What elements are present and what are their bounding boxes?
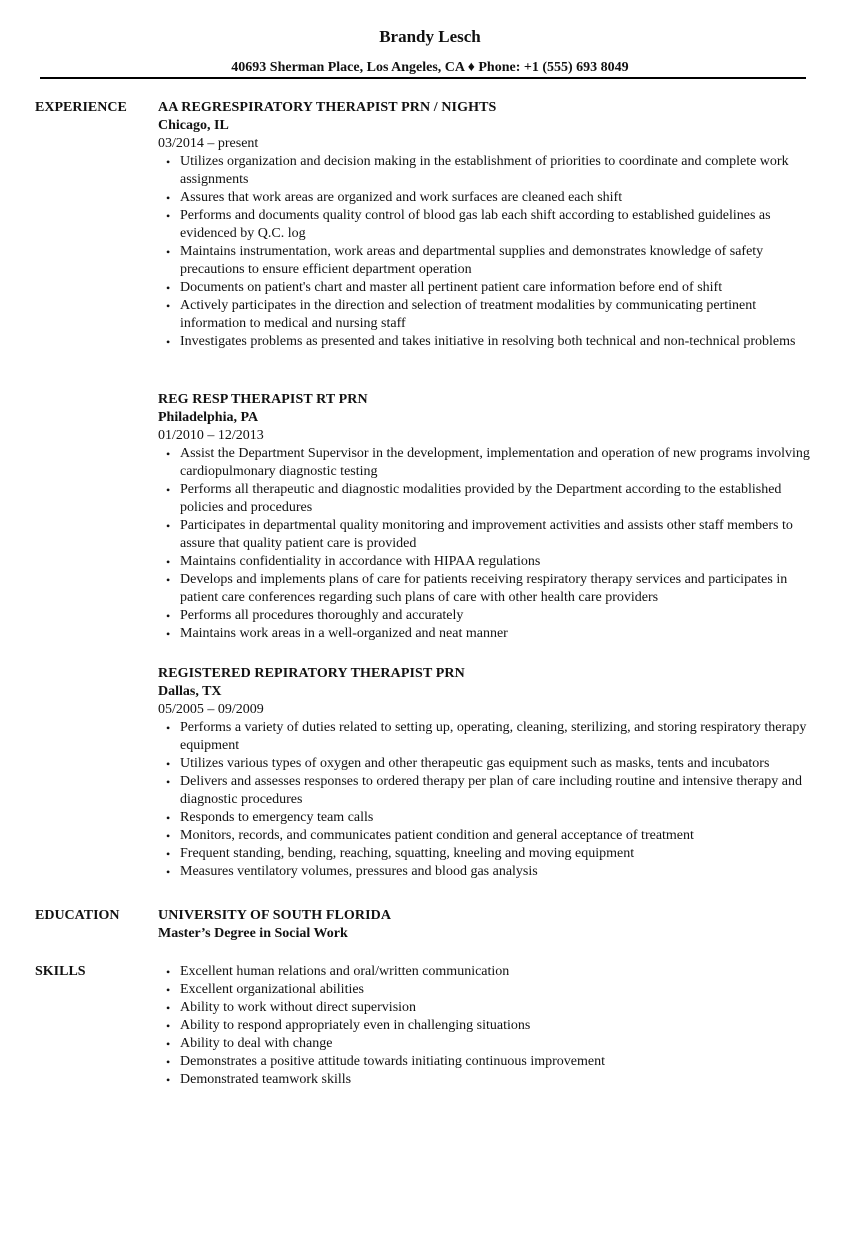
bullet-item: • Investigates problems as presented and takes initiative in resolving both technical and non-technical problems bbox=[180, 333, 810, 351]
bullet-item: • Utilizes organization and decision making in the establishment of priorities to coordinate and complete work assignments bbox=[180, 153, 810, 189]
bullet-item: • Ability to work without direct supervision bbox=[180, 999, 810, 1017]
job-entry bbox=[158, 99, 818, 351]
bullet-item: • Performs all procedures thoroughly and accurately bbox=[180, 607, 810, 625]
education-entry bbox=[158, 907, 818, 943]
bullet-item: • Monitors, records, and communicates patient condition and general acceptance of treatment bbox=[180, 827, 810, 845]
bullet-item: • Participates in departmental quality monitoring and improvement activities and assists other staff members to assure that quality patient care is provided bbox=[180, 517, 810, 553]
section-label-experience: EXPERIENCE bbox=[35, 100, 127, 115]
bullet-item: • Ability to deal with change bbox=[180, 1035, 810, 1053]
skills-list bbox=[158, 963, 818, 1089]
skills-entry bbox=[158, 963, 818, 1089]
bullet-item: • Maintains work areas in a well-organized and neat manner bbox=[180, 625, 810, 643]
bullet-item: • Performs and documents quality control of blood gas lab each shift according to established guidelines as evidenced by Q.C. log bbox=[180, 207, 810, 243]
school-name: UNIVERSITY OF SOUTH FLORIDA bbox=[158, 908, 392, 923]
bullet-item: • Excellent human relations and oral/written communication bbox=[180, 963, 810, 981]
job-duties bbox=[158, 719, 818, 881]
bullet-item: • Demonstrated teamwork skills bbox=[180, 1071, 810, 1089]
job-title: REGISTERED REPIRATORY THERAPIST PRN bbox=[158, 666, 465, 681]
section-label-education: EDUCATION bbox=[35, 908, 120, 923]
bullet-item: • Maintains instrumentation, work areas and departmental supplies and demonstrates knowledge of safety precautions to ensure efficient department operation bbox=[180, 243, 810, 279]
bullet-item: • Ability to respond appropriately even in challenging situations bbox=[180, 1017, 810, 1035]
bullet-item: • Excellent organizational abilities bbox=[180, 981, 810, 999]
section-label-skills: SKILLS bbox=[35, 964, 86, 979]
bullet-item: • Utilizes various types of oxygen and other therapeutic gas equipment such as masks, tents and incubators bbox=[180, 755, 810, 773]
job-duties bbox=[158, 445, 818, 643]
bullet-item: • Frequent standing, bending, reaching, squatting, kneeling and moving equipment bbox=[180, 845, 810, 863]
bullet-item: • Delivers and assesses responses to ordered therapy per plan of care including routine and intensive therapy and diagnostic procedures bbox=[180, 773, 810, 809]
bullet-item: • Demonstrates a positive attitude towards initiating continuous improvement bbox=[180, 1053, 810, 1071]
degree: Master’s Degree in Social Work bbox=[158, 926, 348, 941]
job-entry bbox=[158, 665, 818, 881]
bullet-item: • Documents on patient's chart and master all pertinent patient care information before end of shift bbox=[180, 279, 810, 297]
job-location: Dallas, TX bbox=[158, 684, 222, 699]
contact-line: 40693 Sherman Place, Los Angeles, CA ♦ Phone: +1 (555) 693 8049 bbox=[231, 60, 629, 75]
job-dates: 03/2014 – present bbox=[158, 136, 259, 151]
bullet-item: • Measures ventilatory volumes, pressures and blood gas analysis bbox=[180, 863, 810, 881]
bullet-item: • Maintains confidentiality in accordance with HIPAA regulations bbox=[180, 553, 810, 571]
bullet-item: • Performs a variety of duties related to setting up, operating, cleaning, sterilizing, and storing respiratory therapy equipment bbox=[180, 719, 810, 755]
job-dates: 05/2005 – 09/2009 bbox=[158, 702, 264, 717]
candidate-name: Brandy Lesch bbox=[379, 27, 481, 46]
job-duties bbox=[158, 153, 818, 351]
header-divider bbox=[40, 77, 806, 79]
bullet-item: • Actively participates in the direction and selection of treatment modalities by communicating pertinent information to medical and nursing staff bbox=[180, 297, 810, 333]
job-title: AA REGRESPIRATORY THERAPIST PRN / NIGHTS bbox=[158, 100, 497, 115]
bullet-item: • Assures that work areas are organized and work surfaces are cleaned each shift bbox=[180, 189, 810, 207]
bullet-item: • Responds to emergency team calls bbox=[180, 809, 810, 827]
bullet-item: • Develops and implements plans of care for patients receiving respiratory therapy services and participates in patient care conferences regarding such plans of care with other health care providers bbox=[180, 571, 810, 607]
job-dates: 01/2010 – 12/2013 bbox=[158, 428, 264, 443]
job-entry bbox=[158, 391, 818, 643]
bullet-item: • Performs all therapeutic and diagnostic modalities provided by the Department according to the established policies and procedures bbox=[180, 481, 810, 517]
job-location: Philadelphia, PA bbox=[158, 410, 259, 425]
job-title: REG RESP THERAPIST RT PRN bbox=[158, 392, 368, 407]
bullet-item: • Assist the Department Supervisor in the development, implementation and operation of new programs involving cardiopulmonary diagnostic testing bbox=[180, 445, 810, 481]
job-location: Chicago, IL bbox=[158, 118, 229, 133]
